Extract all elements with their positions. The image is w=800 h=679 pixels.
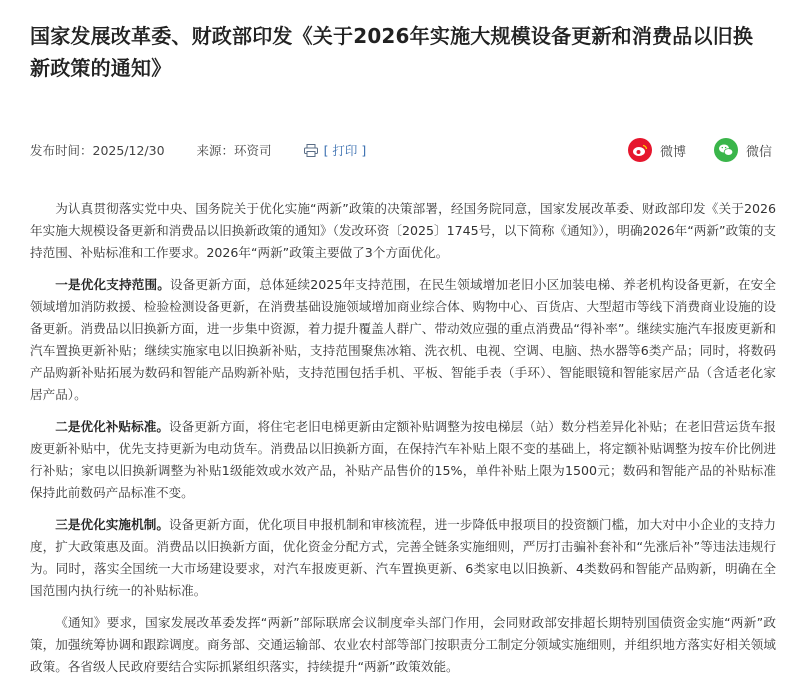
paragraph-lead: 一是优化支持范围。 [55,277,170,292]
paragraph-text: 设备更新方面，将住宅老旧电梯更新由定额补贴调整为按电梯层（站）数分档差异化补贴；在老旧营运货车报废更新补贴中，优先支持更新为电动货车。消费品以旧换新方面，在保持汽车补贴上限不变的基础上，将定额补贴调整为按车价比例进行补贴；家电以旧换新调整为补贴1级能效或水效产品，补贴产品售价的15%，单件补贴上限为1500元；数码和智能产品的补贴标准保持此前数码产品标准不变。 [30,419,777,500]
wechat-icon [714,138,738,162]
paragraph-scope [30,274,776,406]
paragraph-lead: 二是优化补贴标准。 [55,419,170,434]
paragraph-text: 《通知》要求，国家发展改革委发挥“两新”部际联席会议制度牵头部门作用，会同财政部安排超长期特别国债资金实施“两新”政策，加强统筹协调和跟踪调度。商务部、交通运输部、农业农村部等部门按职责分工制定分领域实施细则，并组织地方落实好相关领域政策。各省级人民政府要结合实际抓紧组织落实，持续提升“两新”政策效能。 [30,615,776,674]
paragraph-text: 设备更新方面，优化项目申报机制和审核流程，进一步降低申报项目的投资额门槛，加大对中小企业的支持力度，扩大政策惠及面。消费品以旧换新方面，优化资金分配方式，完善全链条实施细则，严厉打击骗补套补和“先涨后补”等违法违规行为。同时，落实全国统一大市场建设要求，对汽车报废更新、汽车置换更新、6类家电以旧换新、4类数码和智能产品购新，明确在全国范围内执行统一的补贴标准。 [30,517,777,598]
paragraph-text: 设备更新方面，总体延续2025年支持范围，在民生领域增加老旧小区加装电梯、养老机构设备更新，在安全领域增加消防救援、检验检测设备更新，在消费基础设施领域增加商业综合体、购物中心、百货店、大型超市等线下消费商业设施的设备更新。消费品以旧换新方面，进一步集中资源，着力提升覆盖人群广、带动效应强的重点消费品“得补率”。继续实施汽车报废更新和汽车置换更新补贴；继续实施家电以旧换新补贴，支持范围聚焦冰箱、洗衣机、电视、空调、电脑、热水器等6类产品；同时，将数码产品购新补贴拓展为数码和智能产品购新补贴，支持范围包括手机、平板、智能手表（手环）、智能眼镜和智能家居产品（含适老化家居产品）。 [30,277,776,402]
share-weibo-button[interactable] [628,138,686,162]
paragraph-requirements [30,612,776,678]
source-label: 来源：环资司 [196,143,272,158]
printer-icon [304,144,318,157]
share-wechat-button[interactable] [714,138,772,162]
print-label: [ 打印 ] [323,143,367,158]
paragraph-text: 为认真贯彻落实党中央、国务院关于优化实施“两新”政策的决策部署，经国务院同意，国家发展改革委、财政部印发《关于2026年实施大规模设备更新和消费品以旧换新政策的通知》（发改环资〔2025〕1745号，以下简称《通知》），明确2026年“两新”政策的支持范围、补贴标准和工作要求。2026年“两新”政策主要做了3个方面优化。 [30,201,776,260]
share-bar [600,138,772,162]
print-button[interactable] [304,141,367,159]
paragraph-intro [30,198,776,264]
paragraph-lead: 三是优化实施机制。 [55,517,170,532]
article-body [30,198,776,678]
article-title: 国家发展改革委、财政部印发《关于2026年实施大规模设备更新和消费品以旧换新政策的通知》 [30,24,754,80]
wechat-label: 微信 [745,144,772,160]
weibo-label: 微博 [659,144,686,160]
paragraph-mechanism [30,514,776,602]
publish-time: 发布时间：2025/12/30 [30,143,165,158]
weibo-icon [628,138,652,162]
article-meta-bar [30,133,772,167]
paragraph-standard [30,416,776,504]
